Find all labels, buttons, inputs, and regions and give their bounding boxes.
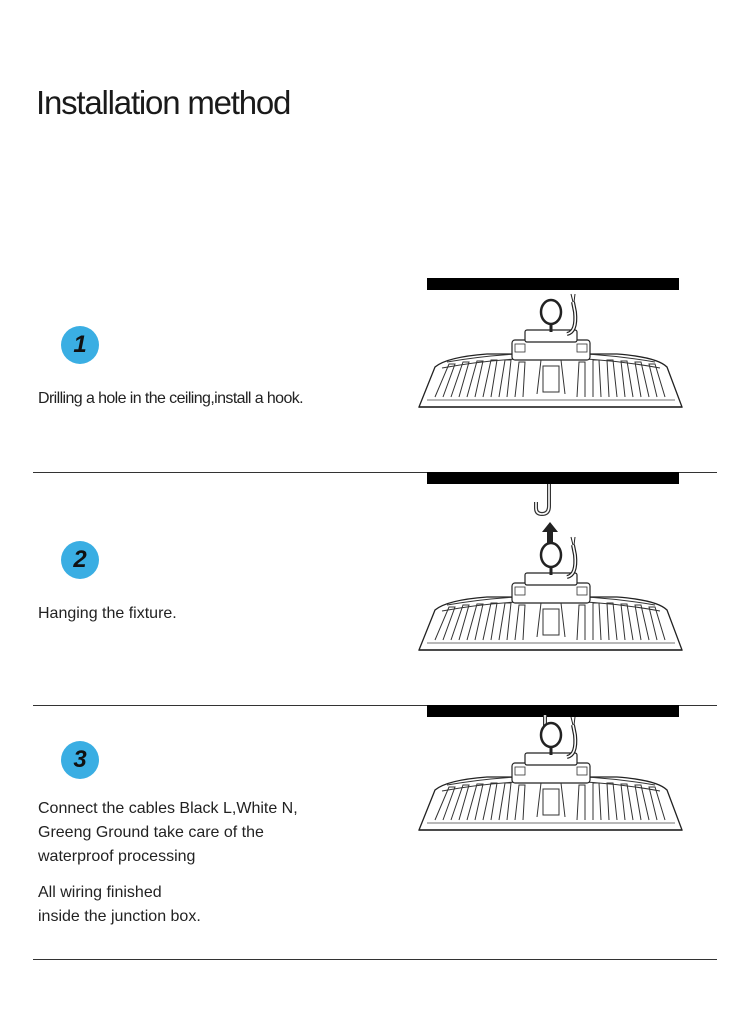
step-1-badge: 1	[61, 326, 99, 364]
ceiling-bar	[427, 472, 679, 484]
step-3-note: All wiring finished inside the junction box.	[38, 884, 201, 925]
step-3-badge: 3	[61, 741, 99, 779]
step-3-text: Connect the cables Black L,White N, Greeng Ground take care of the waterproof processing	[38, 800, 298, 865]
section-divider	[33, 959, 717, 960]
step-2-badge: 2	[61, 541, 99, 579]
step-1-text: Drilling a hole in the ceiling,install a hook.	[38, 390, 304, 407]
highbay-fixture-illustration	[417, 525, 687, 655]
page-title: Installation method	[36, 84, 291, 121]
highbay-fixture-illustration	[417, 705, 687, 835]
step-2-text: Hanging the fixture.	[38, 605, 177, 622]
highbay-fixture-illustration	[417, 282, 687, 412]
